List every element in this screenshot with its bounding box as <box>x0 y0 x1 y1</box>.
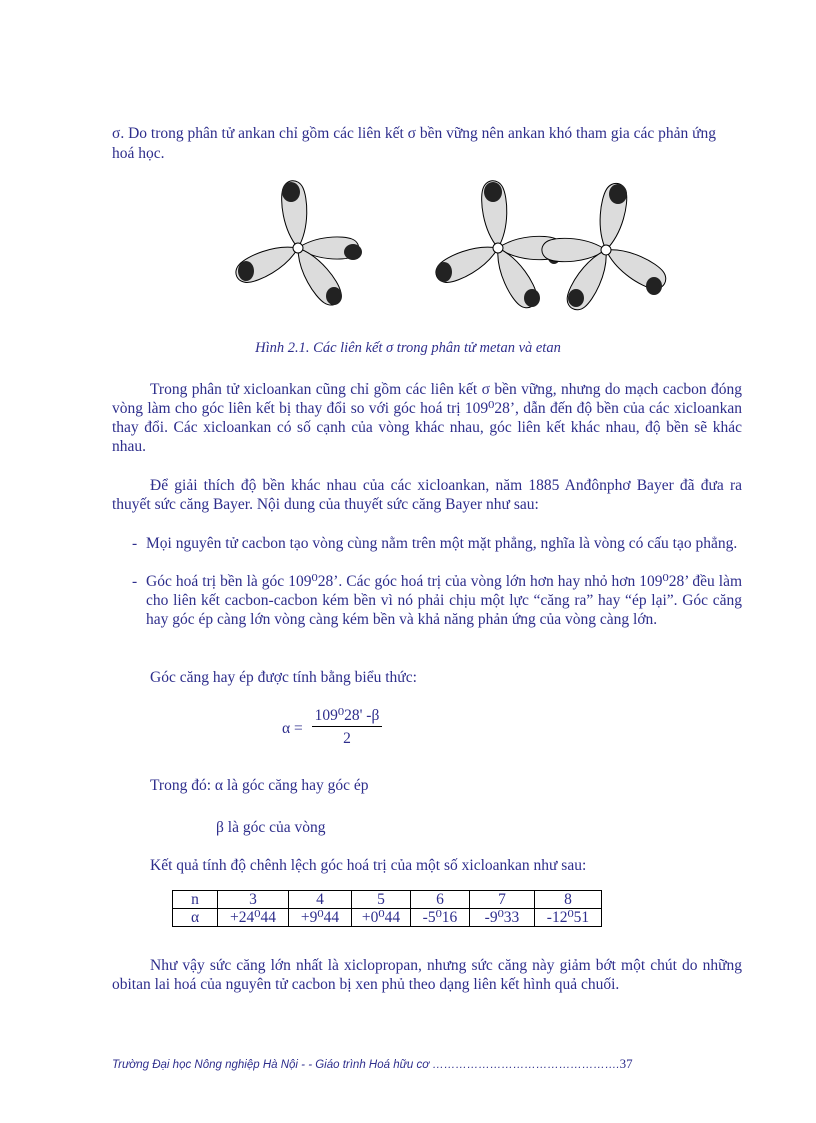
table-cell: 3 <box>218 891 289 909</box>
table-row-alpha <box>173 909 602 927</box>
intro-line-2: hoá học. <box>112 145 165 162</box>
table-cell: +0⁰44 <box>352 909 411 927</box>
bullet-dash: - <box>132 535 138 552</box>
table-cell: 5 <box>352 891 411 909</box>
formula-numerator: 109⁰28' -β <box>314 707 380 724</box>
bullet-planar-ring-text: Mọi nguyên tử cacbon tạo vòng cùng nằm trên một mặt phẳng, nghĩa là vòng có cấu tạo phẳng. <box>146 535 738 552</box>
bullet-stable-angle-text: Góc hoá trị bền là góc 109⁰28’. Các góc hoá trị của vòng lớn hơn hay nhỏ hơn 109⁰28’ đều làm cho liên kết cacbon-cacbon kém bền vì nó phải chịu một lực “căng ra” hay “ép lại”. Góc căng hay góc ép càng lớn vòng càng kém bền và khả năng phản ứng của vòng càng lớn. <box>146 573 742 628</box>
formula-denominator: 2 <box>343 730 351 747</box>
bullet-dash: - <box>132 573 138 590</box>
table-cell: 7 <box>470 891 535 909</box>
table-cell: +9⁰44 <box>289 909 352 927</box>
paragraph-conclusion: Như vậy sức căng lớn nhất là xiclopropan, nhưng sức căng này giảm bớt một chút do những obitan lai hoá của nguyên tử cacbon bị xen phủ theo dạng liên kết hình quả chuối. <box>112 957 742 993</box>
orbital-figure <box>228 176 688 316</box>
page-footer <box>112 1056 722 1072</box>
table-cell: -9⁰33 <box>470 909 535 927</box>
table-cell: n <box>173 891 218 909</box>
table-cell: α <box>173 909 218 927</box>
intro-line-1: σ. Do trong phân tử ankan chỉ gồm các liên kết σ bền vững nên ankan khó tham gia các phản ứng <box>112 125 717 142</box>
formula-lhs: α = <box>282 720 303 737</box>
where-alpha: Trong đó: α là góc căng hay góc ép <box>150 777 369 794</box>
table-cell: -12⁰51 <box>535 909 602 927</box>
paragraph-table-intro: Kết quả tính độ chênh lệch góc hoá trị của một số xicloankan như sau: <box>150 857 587 874</box>
table-cell: +24⁰44 <box>218 909 289 927</box>
paragraph-bayer-intro: Để giải thích độ bền khác nhau của các xicloankan, năm 1885 Anđônphơ Bayer đã đưa ra thuyết sức căng Bayer. Nội dung của thuyết sức căng Bayer như sau: <box>112 477 742 513</box>
fraction-bar <box>312 726 382 727</box>
table-cell: 8 <box>535 891 602 909</box>
where-beta: β là góc của vòng <box>216 819 326 836</box>
methane-orbitals <box>232 180 362 311</box>
paragraph-xicloankan-bonds: Trong phân tử xicloankan cũng chỉ gồm các liên kết σ bền vững, nhưng do mạch cacbon đóng vòng làm cho góc liên kết bị thay đổi so với góc hoá trị 109⁰28’, dẫn đến độ bền của các xicloankan thay đổi. Các xicloankan có số cạnh của vòng khác nhau, góc liên kết khác nhau, độ bền sẽ khác nhau. <box>112 381 742 455</box>
table-cell: 4 <box>289 891 352 909</box>
table-cell: 6 <box>411 891 470 909</box>
angle-deviation-table <box>172 890 602 927</box>
bullet-planar-ring <box>132 534 742 553</box>
figure-caption: Hình 2.1. Các liên kết σ trong phân tử metan và etan <box>255 340 561 356</box>
footer-text: Trường Đại học Nông nghiệp Hà Nội - - Giáo trình Hoá hữu cơ …………………………………………. <box>112 1059 620 1071</box>
paragraph-formula-intro: Góc căng hay ép được tính bằng biểu thức: <box>150 669 417 686</box>
page-number: 37 <box>619 1056 633 1071</box>
table-cell: -5⁰16 <box>411 909 470 927</box>
bullet-stable-angle <box>132 572 742 629</box>
table-row-n <box>173 891 602 909</box>
